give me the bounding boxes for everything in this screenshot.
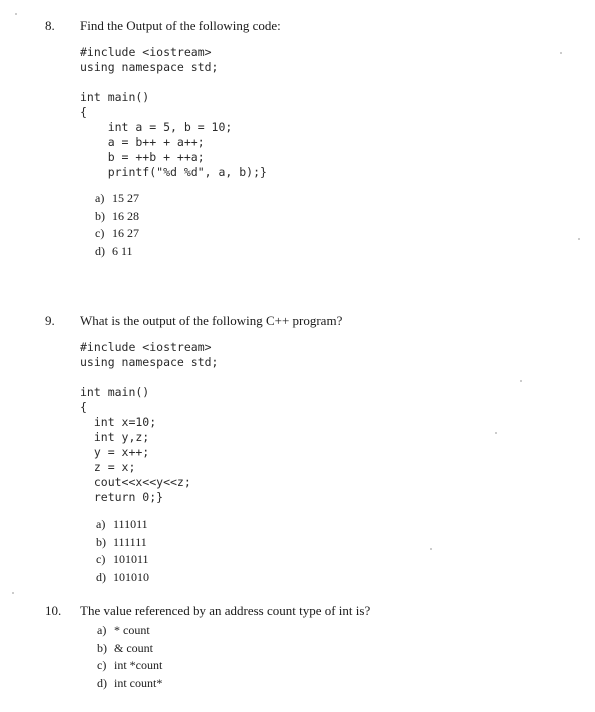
- option-d[interactable]: d) 6 11: [95, 243, 133, 258]
- scan-speck: [12, 592, 14, 594]
- option-a[interactable]: a) 15 27: [95, 191, 139, 205]
- code-line: using namespace std;: [80, 355, 219, 369]
- code-line: #include <iostream>: [80, 45, 212, 59]
- code-line: #include <iostream>: [80, 340, 212, 354]
- code-block: [80, 45, 267, 180]
- options-list: [97, 622, 162, 692]
- scan-speck: [495, 432, 497, 434]
- option-a[interactable]: a) 111011: [96, 517, 148, 531]
- question-number: 9.: [45, 313, 55, 328]
- options-list: [96, 516, 149, 586]
- code-line: cout<<x<<y<<z;: [80, 475, 191, 489]
- question-text: Find the Output of the following code:: [80, 18, 281, 33]
- option-d[interactable]: d) int count*: [97, 675, 163, 690]
- scan-speck: [430, 548, 432, 550]
- code-line: using namespace std;: [80, 60, 219, 74]
- question-number: 8.: [45, 18, 55, 33]
- code-line: {: [80, 105, 87, 119]
- code-line: int x=10;: [80, 415, 157, 429]
- code-line: return 0;}: [80, 490, 164, 504]
- code-line: b = ++b + ++a;: [80, 150, 205, 164]
- scan-speck: [15, 13, 17, 15]
- code-line: [80, 75, 267, 90]
- options-list: [95, 190, 139, 260]
- question-text: The value referenced by an address count type of int is?: [80, 603, 371, 618]
- option-b[interactable]: b) 111111: [96, 534, 147, 549]
- code-line: y = x++;: [80, 445, 150, 459]
- code-line: z = x;: [80, 460, 136, 474]
- code-line: int y,z;: [80, 430, 150, 444]
- code-line: a = b++ + a++;: [80, 135, 205, 149]
- option-b[interactable]: b) & count: [97, 640, 153, 655]
- scan-speck: [520, 380, 522, 382]
- option-c[interactable]: c) 16 27: [95, 226, 139, 240]
- code-line: printf("%d %d", a, b);}: [80, 165, 267, 179]
- option-d[interactable]: d) 101010: [96, 569, 149, 584]
- option-c[interactable]: c) 101011: [96, 552, 149, 566]
- code-line: int main(): [80, 90, 150, 104]
- code-line: [80, 370, 218, 385]
- option-b[interactable]: b) 16 28: [95, 208, 139, 223]
- scan-speck: [560, 52, 562, 54]
- option-a[interactable]: a) * count: [97, 623, 150, 637]
- scan-speck: [578, 238, 580, 240]
- question-number: 10.: [45, 603, 62, 618]
- code-line: int main(): [80, 385, 150, 399]
- code-line: int a = 5, b = 10;: [80, 120, 233, 134]
- code-block: [80, 340, 218, 505]
- question-text: What is the output of the following C++ program?: [80, 313, 343, 328]
- code-line: {: [80, 400, 87, 414]
- option-c[interactable]: c) int *count: [97, 658, 163, 672]
